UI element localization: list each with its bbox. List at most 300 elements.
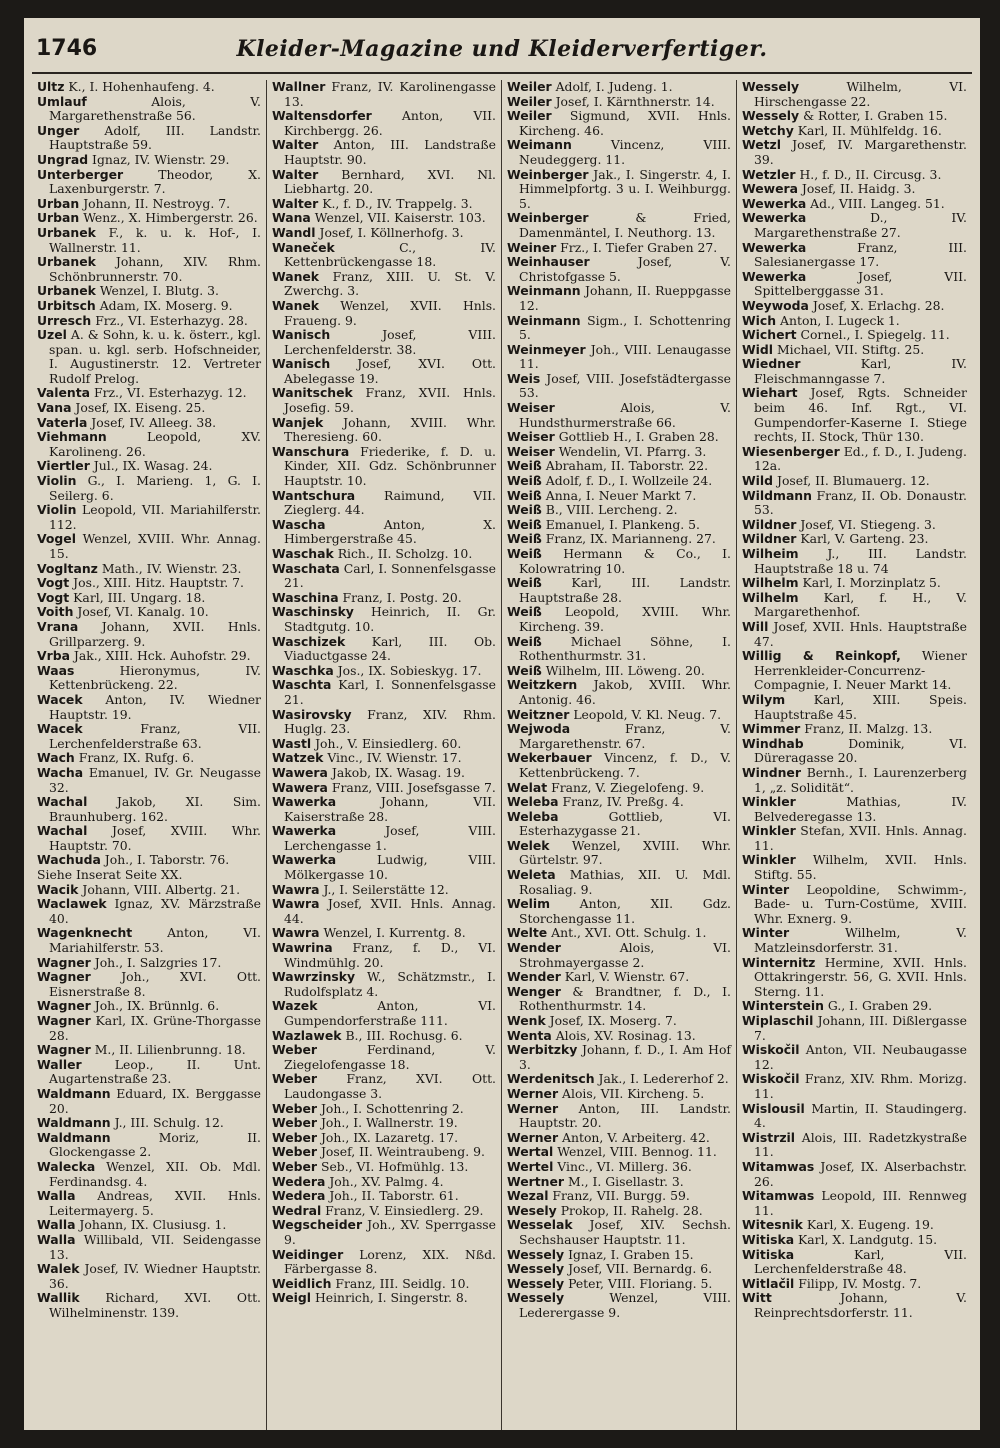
directory-entry (742, 124, 967, 139)
entry-name: Wacha (37, 764, 84, 780)
entry-name: Wedera (272, 1173, 326, 1189)
entry-name: Wacek (37, 721, 83, 737)
directory-entry (507, 970, 731, 985)
entry-details: Karl, II. Mühlfeldg. 16. (797, 122, 942, 138)
entry-details: Franz, XIV. Rhm. Morizg. 11. (754, 1071, 967, 1101)
entry-name: Winkler (742, 794, 796, 810)
directory-entry (272, 547, 496, 562)
entry-name: Wichert (742, 327, 797, 343)
entry-details: Frz., VI. Esterhazyg. 28. (95, 312, 248, 328)
entry-details: Anton, VII. Kirchbergg. 26. (284, 108, 496, 138)
entry-name: Ungrad (37, 151, 89, 167)
entry-details: Wilhelm, XVII. Hnls. Stiftg. 55. (754, 852, 967, 883)
directory-entry (272, 416, 496, 445)
entry-name: Winkler (742, 823, 796, 839)
entry-details: Karl, I. Sonnenfelsgasse 21. (284, 677, 496, 707)
directory-entry (272, 781, 496, 796)
entry-details: Vincenz, f. D., V. Kettenbrückeng. 7. (519, 750, 731, 780)
entry-name: Urbanek (37, 283, 96, 299)
directory-entry (272, 357, 496, 386)
entry-name: Wanek (272, 268, 320, 284)
entry-details: Joh., VIII. Lenaugasse 11. (519, 341, 731, 372)
directory-entry (272, 664, 496, 679)
entry-name: Werdenitsch (507, 1071, 595, 1087)
entry-name: Weinhauser (507, 254, 590, 270)
entry-name: Weber (272, 1144, 318, 1160)
entry-details: Josef, VIII. Josefstädtergasse 53. (519, 370, 731, 401)
directory-entry (37, 1218, 261, 1233)
directory-entry (272, 226, 496, 241)
directory-entry (37, 970, 261, 999)
entry-name: Waller (37, 1056, 82, 1072)
entry-name: Walter (272, 195, 319, 211)
entry-details: Jul., IX. Wasag. 24. (93, 458, 213, 474)
entry-name: Wilheim (742, 546, 799, 561)
entry-details: Stefan, XVII. Hnls. Annag. 11. (754, 823, 967, 853)
entry-details: Frz., I. Tiefer Graben 27. (560, 239, 718, 255)
directory-entry (507, 459, 731, 474)
entry-details: Emanuel, IV. Gr. Neugasse 32. (49, 764, 261, 795)
entry-details: B., VIII. Lercheng. 2. (545, 502, 678, 518)
directory-entry (37, 722, 261, 751)
entry-name: Walla (37, 1231, 76, 1247)
entry-details: Franz, VII. Burgg. 59. (552, 1188, 690, 1204)
directory-entry (37, 562, 261, 577)
entry-details: Anton, III. Landstraße Hauptstr. 90. (284, 137, 496, 167)
directory-entry (507, 605, 731, 634)
entry-name: Walter (272, 137, 319, 153)
entry-name: Wawrzinsky (272, 969, 356, 985)
directory-entry (272, 1218, 496, 1247)
entry-details: Josef, XVIII. Whr. Hauptstr. 70. (49, 823, 261, 853)
entry-name: Weimann (507, 137, 572, 153)
entry-details: Joh., XV. Sperrgasse 9. (284, 1217, 496, 1247)
entry-details: Hieronymus, IV. Kettenbrückeng. 22. (49, 662, 261, 693)
entry-details: Michael Söhne, I. Rothenthurmstr. 31. (519, 633, 731, 664)
entry-name: Wawra (272, 881, 320, 897)
entry-details: Anton, I. Lugeck 1. (780, 312, 900, 328)
entry-details: Anton, VI. Gumpendorferstraße 111. (284, 998, 496, 1028)
directory-entry (272, 824, 496, 853)
entry-name: Vogt (37, 575, 70, 591)
entry-name: Waldmann (37, 1129, 111, 1145)
directory-entry (742, 241, 967, 270)
columns (32, 80, 972, 1430)
directory-entry (742, 1277, 967, 1292)
entry-name: Walla (37, 1188, 76, 1204)
directory-entry (507, 1072, 731, 1087)
entry-details: H., f. D., II. Circusg. 3. (799, 166, 942, 182)
entry-details: Jakob, XI. Sim. Braunhuberg. 162. (49, 794, 261, 824)
entry-name: Waschta (272, 677, 332, 693)
column-4 (737, 80, 972, 1430)
directory-entry (507, 1145, 731, 1160)
directory-entry (272, 1116, 496, 1131)
directory-entry (37, 532, 261, 561)
entry-details: Alois, III. Radetzkystraße 11. (754, 1129, 967, 1160)
entry-details: Joh., XV. Palmg. 4. (329, 1173, 444, 1189)
entry-name: Unterberger (37, 166, 124, 182)
entry-name: Wistrzil (742, 1129, 796, 1145)
directory-entry (37, 255, 261, 284)
entry-details: Moriz, II. Glockengasse 2. (49, 1129, 261, 1160)
entry-name: Wagenknecht (37, 925, 133, 941)
directory-entry (742, 357, 967, 386)
entry-details: F., k. u. k. Hof-, I. Wallnerstr. 11. (49, 224, 261, 255)
entry-details: Wenzel, VIII. Lederergasse 9. (519, 1290, 731, 1320)
directory-entry (37, 95, 261, 124)
directory-entry (272, 1277, 496, 1292)
entry-details: Ignaz, IV. Wienstr. 29. (92, 151, 230, 167)
directory-entry (507, 1029, 731, 1044)
entry-details: K., I. Hohenhaufeng. 4. (68, 80, 215, 94)
entry-details: Franz, IV. Karolinengasse 13. (284, 80, 496, 109)
directory-entry (272, 445, 496, 489)
directory-entry (272, 138, 496, 167)
entry-details: Franz, XIV. Rhm. Huglg. 23. (284, 706, 496, 737)
directory-entry (272, 299, 496, 328)
entry-details: Jos., XIII. Hitz. Hauptstr. 7. (73, 575, 244, 591)
directory-entry (742, 80, 967, 109)
entry-name: Waneček (272, 239, 335, 255)
directory-entry (37, 459, 261, 474)
entry-name: Werner (507, 1085, 559, 1101)
directory-entry (742, 795, 967, 824)
directory-entry (507, 211, 731, 240)
entry-name: Widl (742, 341, 774, 357)
entry-details: Math., IV. Wienstr. 23. (101, 560, 242, 576)
entry-details: Ed., f. D., I. Judeng. 12a. (754, 443, 967, 474)
entry-details: D., IV. Margarethenstraße 27. (754, 210, 967, 240)
entry-details: Abraham, II. Taborstr. 22. (545, 458, 709, 474)
entry-details: M., I. Gisellastr. 3. (567, 1173, 684, 1189)
entry-name: Weiser (507, 400, 555, 416)
entry-details: Ferdinand, V. Ziegelofengasse 18. (284, 1042, 496, 1072)
entry-details: Anton, X. Himbergerstraße 45. (284, 516, 496, 547)
entry-details: Johann, V. Reinprechtsdorferstr. 11. (754, 1290, 967, 1320)
directory-entry (507, 255, 731, 284)
entry-name: Urban (37, 195, 80, 211)
directory-entry (742, 1160, 967, 1189)
entry-details: B., III. Rochusg. 6. (345, 1027, 463, 1043)
directory-entry (742, 576, 967, 591)
entry-details: Karl, VII. Lerchenfelderstraße 48. (754, 1246, 967, 1277)
entry-name: Wertal (507, 1144, 554, 1160)
entry-details: Bernhard, XVI. Nl. Liebhartg. 20. (284, 166, 496, 197)
directory-entry (742, 591, 967, 620)
entry-name: Weiß (507, 531, 542, 547)
directory-entry (507, 868, 731, 897)
entry-name: Weis (507, 370, 541, 386)
entry-details: Jak., I. Singerstr. 4, I. Himmelpfortg. 3 u. I. Weihburgg. 5. (519, 166, 731, 211)
entry-name: Weleba (507, 794, 559, 810)
entry-name: Uzel (37, 327, 67, 343)
entry-details: Leopoldine, Schwimm-, Bade- u. Turn-Costüme, XVIII. Whr. Exnerg. 9. (754, 881, 967, 926)
entry-name: Wessely (507, 1261, 565, 1277)
entry-name: Weiß (507, 502, 542, 518)
directory-entry (272, 678, 496, 707)
entry-details: Joh., II. Taborstr. 61. (329, 1188, 459, 1204)
entry-name: Wilhelm (742, 575, 799, 591)
entry-details: Andreas, XVII. Hnls. Leitermayerg. 5. (49, 1188, 261, 1218)
directory-entry (507, 1291, 731, 1320)
entry-name: Weiß (507, 604, 542, 620)
entry-name: Wacik (37, 881, 79, 897)
directory-entry (742, 168, 967, 183)
entry-name: Wanschura (272, 443, 350, 459)
entry-details: Gottlieb H., I. Graben 28. (558, 429, 719, 445)
entry-details: Wenzel, XVIII. Whr. Gürtelstr. 97. (519, 837, 731, 868)
entry-name: Wawerka (272, 852, 337, 868)
entry-details: Anton, III. Landstr. Hauptstr. 20. (519, 1100, 731, 1131)
entry-details: W., Schätzmstr., I. Rudolfsplatz 4. (284, 969, 496, 999)
directory-entry (272, 489, 496, 518)
directory-entry (507, 1102, 731, 1131)
entry-details: Wenzel, XVIII. Whr. Annag. 15. (49, 531, 261, 561)
directory-entry (742, 722, 967, 737)
entry-name: Walla (37, 1217, 76, 1233)
directory-entry (742, 1291, 967, 1320)
entry-name: Wawrina (272, 940, 333, 956)
directory-entry (272, 168, 496, 197)
entry-name: Wastl (272, 735, 312, 751)
entry-name: Waas (37, 662, 75, 678)
entry-name: Werner (507, 1100, 559, 1116)
entry-details: Franz, II. Ob. Donaustr. 53. (754, 487, 967, 518)
entry-details: Richard, XVI. Ott. Wilhelminenstr. 139. (49, 1290, 261, 1320)
directory-entry (37, 80, 261, 95)
directory-entry (742, 1189, 967, 1218)
entry-details: Alois, XV. Rosinag. 13. (555, 1027, 696, 1043)
entry-details: Dominik, VI. Düreragasse 20. (754, 735, 967, 766)
entry-name: Wesely (507, 1202, 557, 1218)
directory-entry (272, 80, 496, 109)
entry-name: Witesnik (742, 1217, 803, 1233)
entry-name: Wessely (507, 1290, 565, 1306)
directory-entry (742, 386, 967, 444)
directory-entry (742, 489, 967, 518)
entry-name: Vogltanz (37, 560, 98, 576)
entry-details: Josef, VIII. Lerchenfelderstr. 38. (284, 327, 496, 357)
entry-details: Wenzel, VII. Kaiserstr. 103. (314, 210, 486, 226)
entry-details: Josef, IV. Alleeg. 38. (91, 414, 217, 430)
entry-details: Josef, VII. Spittelberggasse 31. (754, 268, 967, 299)
entry-name: Wagner (37, 1013, 91, 1028)
directory-entry (507, 1277, 731, 1292)
entry-details: Franz, IX. Rufg. 6. (78, 750, 195, 766)
directory-entry (742, 1248, 967, 1277)
entry-details: Ant., XVI. Ott. Schulg. 1. (551, 925, 707, 941)
directory-entry (742, 197, 967, 212)
entry-details: G., I. Graben 29. (827, 998, 933, 1014)
entry-details: Leopold, XV. Karolineng. 26. (49, 429, 261, 459)
directory-entry (507, 678, 731, 707)
directory-entry (742, 1233, 967, 1248)
entry-name: Wewera (742, 181, 798, 197)
entry-details: Peter, VIII. Floriang. 5. (568, 1275, 713, 1291)
directory-entry (272, 1029, 496, 1044)
entry-details: Johann, VIII. Albertg. 21. (82, 881, 241, 897)
directory-entry (742, 620, 967, 649)
entry-name: Weber (272, 1129, 318, 1145)
entry-name: Weiß (507, 575, 542, 591)
directory-entry (742, 766, 967, 795)
entry-details: Josef, IX. Moserg. 7. (549, 1013, 677, 1028)
column-2 (267, 80, 502, 1430)
entry-name: Winkler (742, 852, 796, 868)
entry-details: Sigm., I. Schottenring 5. (519, 312, 731, 343)
directory-entry (507, 503, 731, 518)
entry-details: J., I. Seilerstätte 12. (323, 881, 449, 897)
entry-name: Wawera (272, 779, 328, 795)
entry-name: Urbitsch (37, 297, 96, 313)
directory-entry (507, 372, 731, 401)
entry-details: Sigmund, XVII. Hnls. Kircheng. 46. (519, 108, 731, 138)
entry-details: Karl, X. Landgutg. 15. (798, 1231, 938, 1247)
entry-name: Waschak (272, 546, 334, 561)
entry-details: Wenz., X. Himbergerstr. 26. (83, 210, 258, 226)
directory-entry (37, 1131, 261, 1160)
entry-details: Karl, X. Eugeng. 19. (806, 1217, 934, 1233)
directory-entry (742, 182, 967, 197)
directory-entry (742, 926, 967, 955)
entry-details: Franz, XVI. Ott. Laudongasse 3. (284, 1071, 496, 1101)
entry-name: Wiplaschil (742, 1013, 814, 1028)
entry-details: Willibald, VII. Seidengasse 13. (49, 1231, 261, 1262)
directory-entry (272, 999, 496, 1028)
entry-details: Alois, VII. Kircheng. 5. (562, 1085, 705, 1101)
entry-details: Josef, II. Haidg. 3. (801, 181, 916, 197)
entry-name: Weinmann (507, 283, 581, 299)
column-1 (32, 80, 267, 1430)
entry-details: Josef, V. Christofgasse 5. (519, 254, 731, 284)
directory-entry (507, 576, 731, 605)
entry-name: Waschinsky (272, 604, 354, 620)
entry-details: Martin, II. Staudingerg. 4. (754, 1100, 967, 1131)
entry-name: Wender (507, 969, 561, 985)
directory-entry (37, 226, 261, 255)
entry-name: Wetchy (742, 122, 794, 138)
entry-details: Wilhelm, III. Löweng. 20. (545, 662, 705, 678)
directory-entry (742, 270, 967, 299)
entry-name: Wanjek (272, 414, 324, 430)
entry-name: Wallner (272, 80, 326, 94)
directory-entry (507, 926, 731, 941)
entry-name: Will (742, 618, 769, 634)
entry-name: Walek (37, 1261, 80, 1277)
directory-entry (742, 1072, 967, 1101)
entry-name: Winterstein (742, 998, 824, 1014)
entry-name: Winter (742, 881, 790, 897)
entry-name: Weywoda (742, 297, 809, 313)
entry-details: Ignaz, XV. Märzstraße 40. (49, 896, 261, 926)
entry-details: Johann, VII. Kaiserstraße 28. (284, 794, 496, 824)
entry-details: Lorenz, XIX. Nßd. Färbergasse 8. (284, 1246, 496, 1277)
entry-name: Wagner (37, 969, 91, 985)
entry-name: Werbitzky (507, 1042, 578, 1058)
entry-name: Weinberger (507, 166, 589, 182)
entry-details: Johann, II. Rueppgasse 12. (519, 283, 731, 313)
directory-entry (37, 1043, 261, 1058)
entry-name: Wandl (272, 224, 316, 240)
entry-details: J., III. Schulg. 12. (114, 1115, 224, 1131)
entry-name: Wildmann (742, 487, 812, 503)
directory-entry (37, 1233, 261, 1262)
directory-entry (742, 1218, 967, 1233)
directory-entry (507, 941, 731, 970)
directory-entry (37, 868, 261, 883)
entry-name: Wedera (272, 1188, 326, 1204)
entry-details: & Brandtner, f. D., I. Rothenthurmstr. 14. (519, 983, 731, 1014)
entry-name: Witlačil (742, 1275, 795, 1291)
directory-entry (272, 853, 496, 882)
entry-details: Mathias, IV. Belvederegasse 13. (754, 794, 967, 824)
directory-entry (507, 138, 731, 167)
entry-details: Josef, VI. Kanalg. 10. (77, 604, 209, 620)
entry-name: Weiser (507, 443, 555, 459)
entry-name: Waclawek (37, 896, 107, 912)
directory-entry (742, 445, 967, 474)
directory-entry (507, 664, 731, 679)
directory-entry (37, 430, 261, 459)
entry-name: Witamwas (742, 1188, 815, 1204)
directory-entry (37, 168, 261, 197)
entry-details: Josef, XVII. Hnls. Annag. 44. (284, 896, 496, 926)
entry-name: Weleta (507, 867, 556, 883)
directory-entry (37, 795, 261, 824)
entry-name: Wallik (37, 1290, 80, 1306)
entry-name: Wenta (507, 1027, 552, 1043)
entry-details: Anton, VI. Mariahilferstr. 53. (49, 925, 261, 956)
entry-name: Vrba (37, 648, 70, 664)
directory-entry (742, 138, 967, 167)
entry-name: Weiß (507, 633, 542, 649)
entry-name: Weigl (272, 1290, 311, 1306)
directory-entry (37, 853, 261, 868)
entry-details: Joh., V. Einsiedlerg. 60. (315, 735, 462, 751)
entry-name: Weitzkern (507, 677, 578, 693)
entry-details: Karl, III. Ob. Viaductgasse 24. (284, 633, 496, 664)
entry-name: Weinberger (507, 210, 589, 226)
entry-details: Josef, Rgts. Schneider beim 46. Inf. Rgt., VI. Gumpendorfer-Kaserne I. Stiege rechts, II. Stock, Thür 130. (754, 385, 967, 445)
directory-entry (507, 80, 731, 95)
entry-details: Seb., VI. Hofmühlg. 13. (320, 1158, 469, 1174)
entry-name: Wawerka (272, 823, 337, 839)
directory-entry (37, 284, 261, 299)
entry-name: Werner (507, 1129, 559, 1145)
entry-details: Johann, III. Dißlergasse 7. (754, 1013, 967, 1043)
directory-entry (742, 328, 967, 343)
entry-name: Unger (37, 122, 80, 138)
entry-details: Josef, VII. Bernardg. 6. (568, 1261, 713, 1277)
directory-entry (742, 299, 967, 314)
entry-name: Vaterla (37, 414, 88, 430)
entry-details: Heinrich, I. Singerstr. 8. (314, 1290, 468, 1306)
directory-entry (37, 1160, 261, 1189)
entry-details: Raimund, VII. Zieglerg. 44. (284, 487, 496, 518)
directory-entry (507, 1248, 731, 1263)
entry-details: Jakob, IX. Wasag. 19. (331, 764, 465, 780)
directory-entry (272, 270, 496, 299)
directory-entry (272, 241, 496, 270)
directory-entry (37, 897, 261, 926)
entry-name: Wimmer (742, 721, 801, 737)
entry-name: Vana (37, 400, 72, 416)
directory-entry (37, 386, 261, 401)
directory-entry (742, 853, 967, 882)
directory-entry (507, 241, 731, 256)
entry-name: Wach (37, 750, 75, 766)
